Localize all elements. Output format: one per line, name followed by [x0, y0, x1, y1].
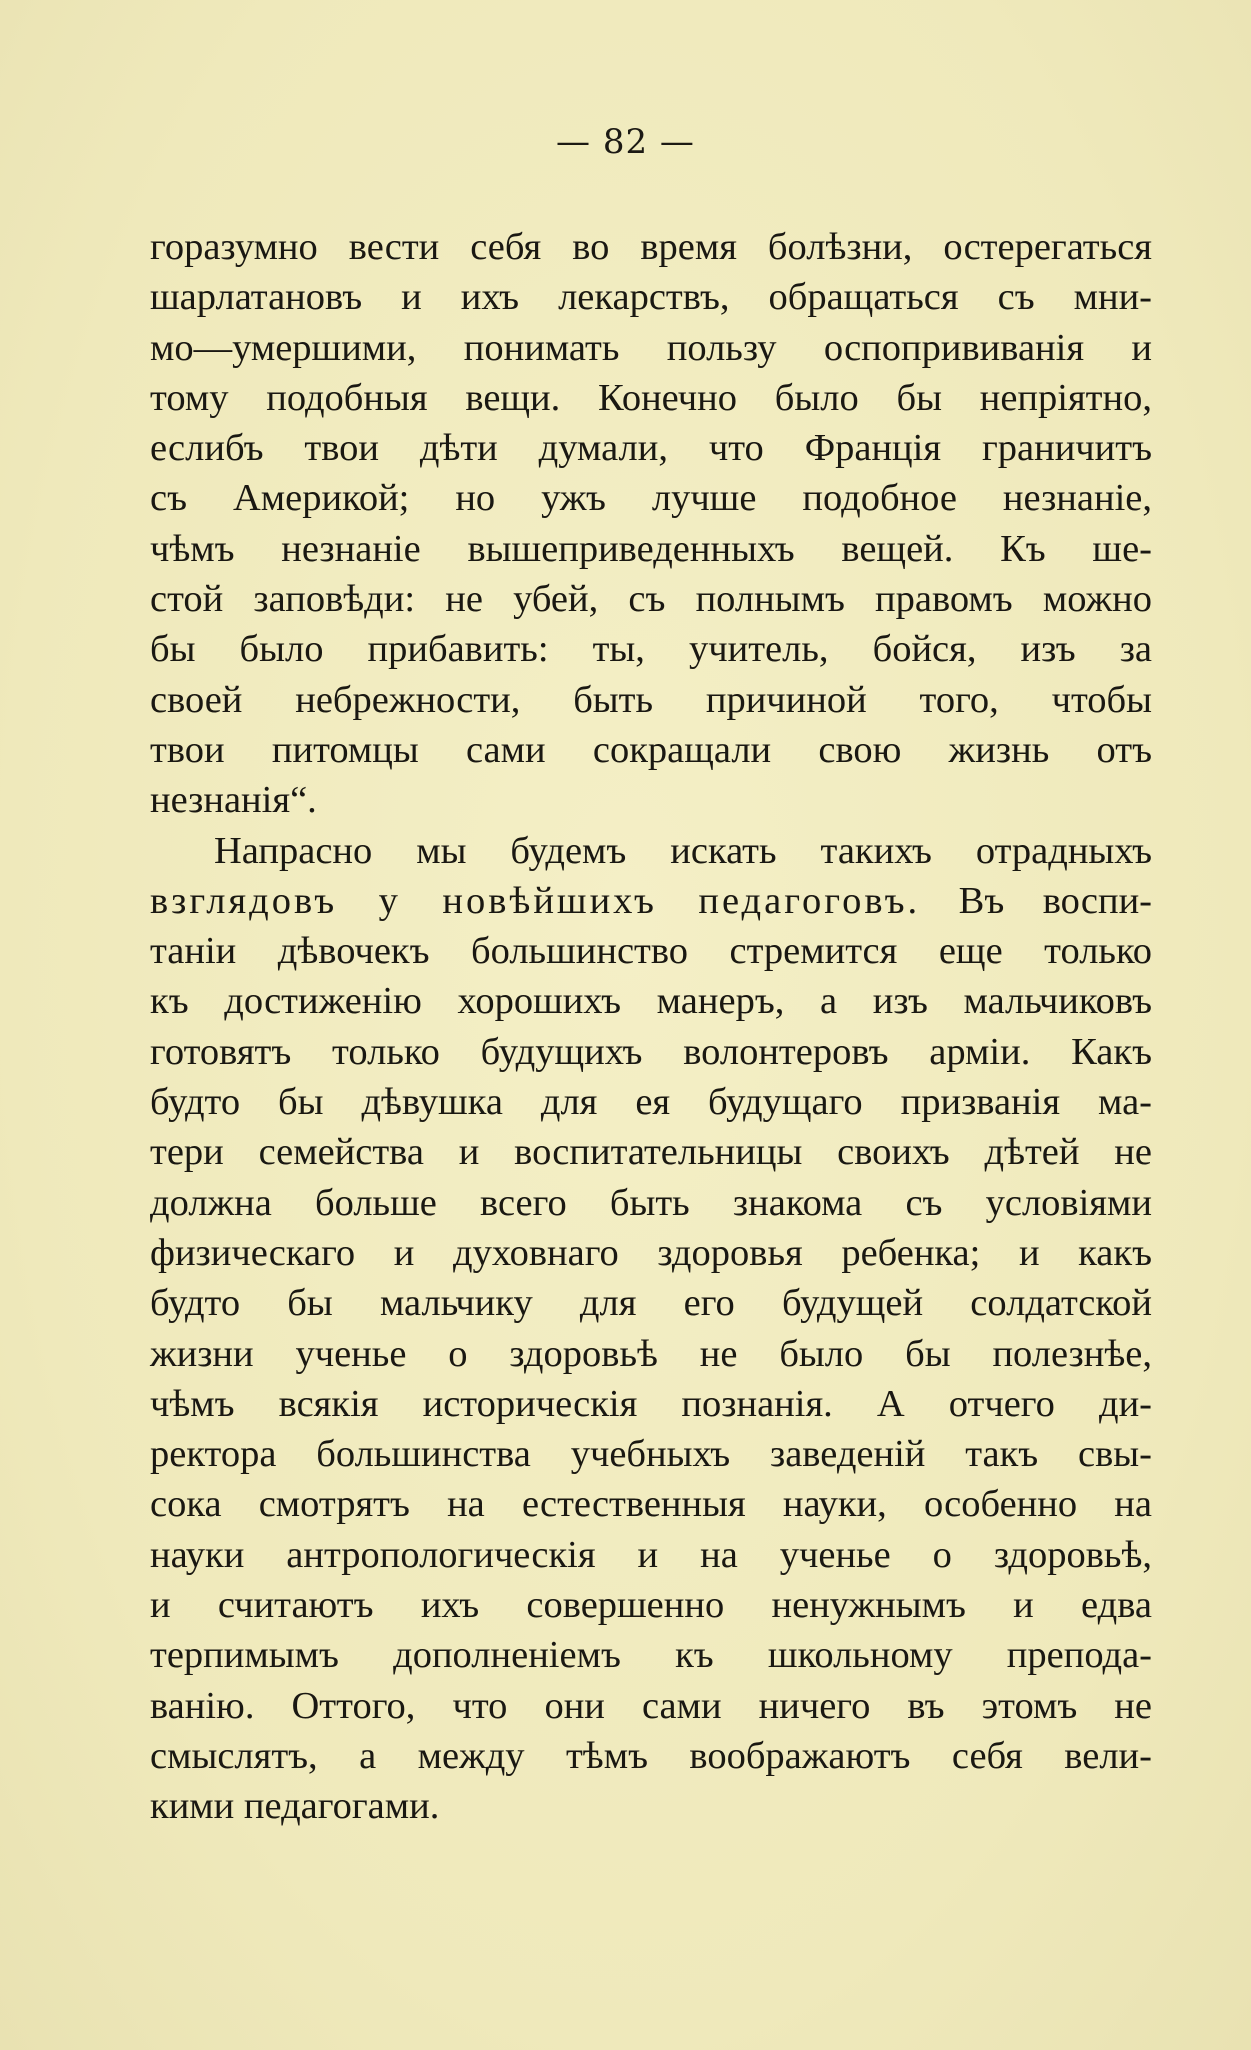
text-line: горазумно вести себя во время болѣзни, остерегаться	[150, 226, 1152, 268]
text-line: къ достиженію хорошихъ манеръ, а изъ мальчиковъ	[150, 980, 1152, 1023]
text-line: еслибъ твои дѣти думали, что Франція граничитъ	[150, 427, 1152, 470]
paragraph-2	[150, 826, 1152, 1832]
text-line: чѣмъ всякія историческія познанія. А отчего ди-	[150, 1382, 1152, 1425]
body-text	[150, 222, 1152, 1832]
text-line: ванію. Оттого, что они сами ничего въ этомъ не	[150, 1684, 1152, 1727]
page-number: — 82 —	[556, 122, 695, 162]
text-line: стой заповѣди: не убей, съ полнымъ правомъ можно	[150, 578, 1152, 621]
text-line: шарлатановъ и ихъ лекарствъ, обращаться съ мни-	[150, 276, 1152, 319]
text-line: мо—умершими, понимать пользу оспопрививанія и	[150, 326, 1152, 369]
text-line: терпимымъ дополненіемъ къ школьному препода-	[150, 1634, 1152, 1677]
text-line: сока смотрятъ на естественныя науки, особенно на	[150, 1483, 1152, 1526]
text-line: бы было прибавить: ты, учитель, бойся, изъ за	[150, 628, 1152, 671]
text-line: смыслятъ, а между тѣмъ воображаютъ себя вели-	[150, 1734, 1152, 1777]
text-line: взглядовъ у новѣйшихъ педагоговъ. Въ воспи-	[150, 879, 1153, 922]
paragraph-1	[150, 222, 1152, 826]
text-line: должна больше всего быть знакома съ условіями	[150, 1181, 1152, 1224]
text-line: и считаютъ ихъ совершенно ненужнымъ и едва	[150, 1584, 1152, 1627]
text-line: тери семейства и воспитательницы своихъ дѣтей не	[150, 1131, 1152, 1174]
text-line: будто бы мальчику для его будущей солдатской	[150, 1282, 1152, 1325]
text-line: твои питомцы сами сокращали свою жизнь отъ	[150, 728, 1152, 771]
emphasized-text: взглядовъ у новѣйшихъ педагоговъ.	[150, 879, 921, 922]
text-line: готовятъ только будущихъ волонтеровъ арміи. Какъ	[150, 1030, 1152, 1073]
text-line: Напрасно мы будемъ искать такихъ отрадныхъ	[214, 829, 1152, 872]
text-line: съ Америкой; но ужъ лучше подобное незнаніе,	[150, 477, 1152, 520]
text-line: жизни ученье о здоровьѣ не было бы полезнѣе,	[150, 1332, 1152, 1375]
text-line: науки антропологическія и на ученье о здоровьѣ,	[150, 1533, 1152, 1576]
text-line: таніи дѣвочекъ большинство стремится еще только	[150, 930, 1152, 973]
text-line: будто бы дѣвушка для ея будущаго призванія ма-	[150, 1081, 1152, 1124]
text-line: кими педагогами.	[150, 1785, 440, 1828]
text-line: тому подобныя вещи. Конечно было бы непріятно,	[150, 376, 1152, 419]
text-line: ректора большинства учебныхъ заведеній такъ свы-	[150, 1433, 1152, 1476]
text-line: чѣмъ незнаніе вышеприведенныхъ вещей. Къ ше-	[150, 527, 1152, 570]
text-line: незнанія“.	[150, 779, 317, 822]
text-line: своей небрежности, быть причиной того, чтобы	[150, 678, 1152, 721]
text-line: физическаго и духовнаго здоровья ребенка; и какъ	[150, 1231, 1152, 1274]
